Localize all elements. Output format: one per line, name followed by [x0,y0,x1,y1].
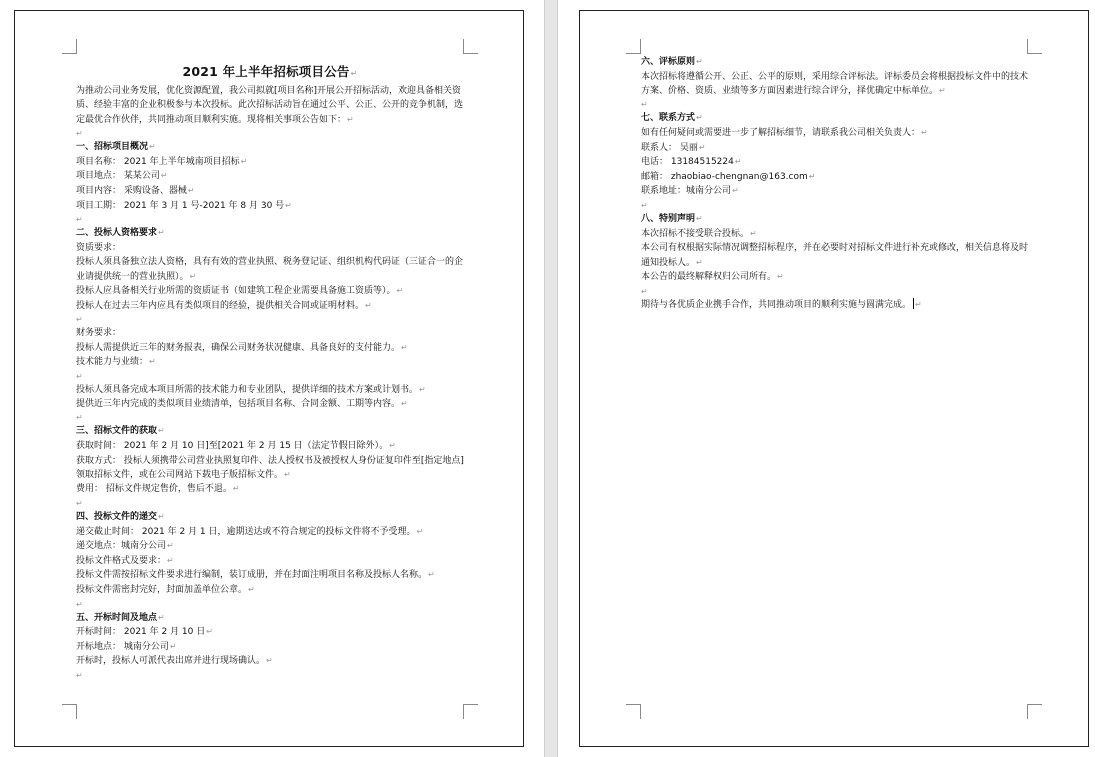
contact-phone-line[interactable]: 电话： 13184515224↵ [641,157,742,168]
format-line-2[interactable]: 投标文件需密封完好，封面加盖单位公章。↵ [76,584,255,595]
format-label-line[interactable]: 投标文件格式及要求：↵ [76,555,174,566]
statement-line-2[interactable]: 本公司有权根据实际情况调整招标程序，并在必要时对招标文件进行补充或修改，相关信息将及时通知投标人。↵ [641,243,1029,268]
empty-paragraph: ↵ [76,413,83,423]
section-heading-4[interactable]: 四、投标文件的递交↵ [76,512,165,522]
section-heading-8[interactable]: 八、特别声明↵ [641,213,703,224]
format-line-1[interactable]: 投标文件需按招标文件要求进行编制，装订成册，并在封面注明项目名称及投标人名称。↵ [76,570,435,581]
section-heading-1[interactable]: 一、招标项目概况↵ [76,142,156,153]
empty-paragraph: ↵ [76,599,83,609]
statement-line-1[interactable]: 本次招标不接受联合投标。↵ [641,228,757,239]
section-heading-5[interactable]: 五、开标时间及地点↵ [76,612,165,623]
project-name-line[interactable]: 项目名称： 2021 年上半年城南项目招标↵ [76,156,248,167]
evaluation-paragraph[interactable]: 本次招标将遵循公开、公正、公平的原则，采用综合评标法。评标委员会将根据投标文件中的技术方案、价格、资质、业绩等多方面因素进行综合评分，择优确定中标单位。↵ [641,71,1029,96]
page-2-body[interactable] [641,55,1029,312]
page-1-body[interactable] [76,61,464,682]
crop-mark-top-left [62,39,77,54]
document-title[interactable]: 2021 年上半年招标项目公告↵ [182,64,358,79]
technical-line-1[interactable]: 投标人须具备完成本项目所需的技术能力和专业团队，提供详细的技术方案或计划书。↵ [76,384,426,395]
page-gutter [544,0,558,757]
opening-time-line[interactable]: 开标时间： 2021 年 2 月 10 日↵ [76,627,213,638]
opening-location-line[interactable]: 开标地点： 城南分公司↵ [76,641,177,652]
contact-person-line[interactable]: 联系人： 吴丽↵ [641,142,706,153]
opening-note-line[interactable]: 开标时，投标人可派代表出席并进行现场确认。↵ [76,656,273,667]
section-heading-6[interactable]: 六、评标原则↵ [641,57,703,67]
acquire-time-line[interactable]: 获取时间： 2021 年 2 月 10 日]至[2021 年 2 月 15 日（法定节假日除外）。↵ [76,441,396,451]
empty-paragraph: ↵ [76,670,83,680]
document-page-1[interactable] [14,10,524,747]
technical-label[interactable]: 技术能力与业绩：↵ [76,357,156,367]
crop-mark-bottom-right [463,704,478,719]
statement-line-3[interactable]: 本公告的最终解释权归公司所有。↵ [641,271,784,282]
crop-mark-top-left [626,39,641,54]
empty-paragraph: ↵ [76,315,83,324]
document-page-2[interactable] [579,10,1089,747]
intro-paragraph[interactable]: 为推动公司业务发展，优化资源配置，我公司拟就[项目名称]开展公开招标活动，欢迎具备相关资质、经验丰富的企业积极参与本次投标。此次招标活动旨在通过公平、公正、公开的竞争机制，选定最优合作伙伴，共同推动项目顺利实施。现将相关事项公告如下：↵ [76,86,464,125]
empty-paragraph: ↵ [641,286,648,296]
empty-paragraph: ↵ [641,200,648,210]
qualification-line-3[interactable]: 投标人在过去三年内应具有类似项目的经验，提供相关合同或证明材料。↵ [76,300,372,311]
crop-mark-bottom-right [1027,704,1042,719]
text-cursor [913,298,914,309]
contact-email-line[interactable]: 邮箱： zhaobiao-chengnan@163.com↵ [641,171,816,182]
submit-location-line[interactable]: 递交地点：城南分公司↵ [76,541,174,552]
fee-line[interactable]: 费用： 招标文件规定售价，售后不退。↵ [76,484,240,495]
financial-line[interactable]: 投标人需提供近三年的财务报表，确保公司财务状况健康、具备良好的支付能力。↵ [76,342,408,353]
closing-line[interactable]: 期待与各优质企业携手合作，共同推动项目的顺利实施与圆满完成。 ↵ [641,299,922,310]
deadline-line[interactable]: 递交截止时间： 2021 年 2 月 1 日，逾期送达或不符合规定的投标文件将不予受理。↵ [76,526,424,537]
empty-paragraph: ↵ [76,371,83,381]
empty-paragraph: ↵ [76,215,83,225]
crop-mark-bottom-left [62,704,77,719]
empty-paragraph: ↵ [76,129,83,139]
acquire-method-line[interactable]: 获取方式： 投标人须携带公司营业执照复印件、法人授权书及被授权人身份证复印件至[指定地点]领取招标文件，或在公司网站下载电子版招标文件。↵ [76,455,464,480]
project-location-line[interactable]: 项目地点： 某某公司↵ [76,171,168,182]
project-content-line[interactable]: 项目内容： 采购设备、器械↵ [76,186,195,196]
contact-address-line[interactable]: 联系地址：城南分公司↵ [641,186,739,197]
empty-paragraph: ↵ [76,499,83,508]
technical-line-2[interactable]: 提供近三年内完成的类似项目业绩清单，包括项目名称、合同金额、工期等内容。↵ [76,399,408,409]
contact-intro-line[interactable]: 如有任何疑问或需要进一步了解招标细节，请联系我公司相关负责人：↵ [641,128,928,138]
qualification-line-1[interactable]: 投标人须具备独立法人资格，具有有效的营业执照、税务登记证、组织机构代码证（三证合一的企业请提供统一的营业执照）。↵ [76,257,464,282]
section-heading-2[interactable]: 二、投标人资格要求↵ [76,228,165,239]
crop-mark-top-right [463,39,478,54]
qualification-line-2[interactable]: 投标人应具备相关行业所需的资质证书（如建筑工程企业需要具备施工资质等）。↵ [76,286,404,297]
section-heading-7[interactable]: 七、联系方式↵ [641,113,703,124]
section-heading-3[interactable]: 三、招标文件的获取↵ [76,426,165,437]
empty-paragraph: ↵ [641,100,648,110]
qualification-label[interactable]: 资质要求： [76,242,122,253]
crop-mark-bottom-left [626,704,641,719]
crop-mark-top-right [1027,39,1042,54]
project-duration-line[interactable]: 项目工期： 2021 年 3 月 1 号-2021 年 8 月 30 号↵ [76,200,292,211]
financial-label[interactable]: 财务要求： [76,328,122,338]
